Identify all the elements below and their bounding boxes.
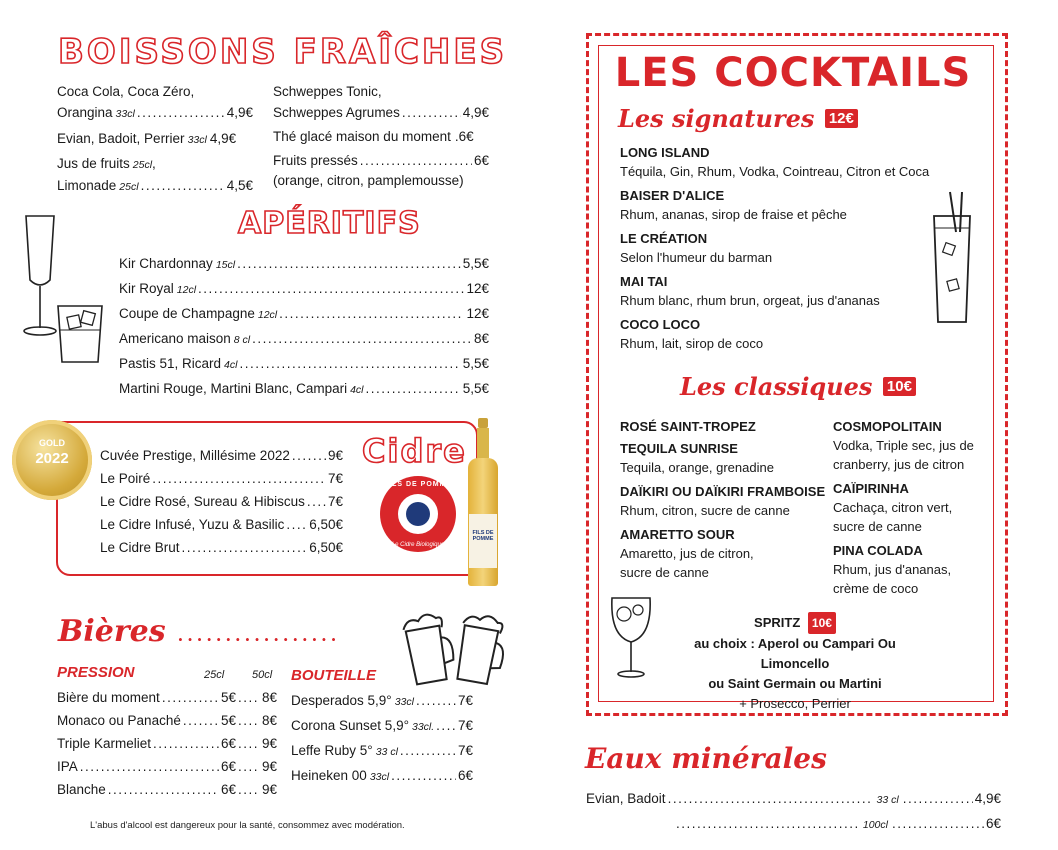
list-item: Le Cidre Rosé, Sureau & Hibiscus ..... 7€ xyxy=(100,490,343,513)
list-item: Blanche ..... 6€ ..... 9€ xyxy=(57,778,277,801)
list-item: Coca Cola, Coca Zéro, Orangina 33cl ..... 4,9€ xyxy=(57,82,253,125)
signatures-price-badge: 12€ xyxy=(825,109,858,128)
tricolor-roundel-icon xyxy=(398,494,438,534)
classiques-heading: Les classiques 10€ xyxy=(680,372,916,401)
list-item: Triple Karmeliet ..... 6€ ..... 9€ xyxy=(57,732,277,755)
list-item: Leffe Ruby 5° 33 cl ..... 7€ xyxy=(291,739,473,764)
whisky-glass-icon xyxy=(54,300,106,368)
list-item: Pastis 51, Ricard 4cl ..... 5,5€ xyxy=(119,352,489,377)
list-item: IPA ..... 6€ ..... 9€ xyxy=(57,755,277,778)
gold-medal: GOLD 2022 xyxy=(12,420,92,500)
soft-drinks-title: BOISSONS FRAÎCHES xyxy=(58,32,508,72)
list-item: Desperados 5,9° 33cl ..... 7€ xyxy=(291,689,473,714)
list-item: Le Poiré ..... 7€ xyxy=(100,467,343,490)
pression-list xyxy=(57,686,277,801)
cidre-title: Cidre xyxy=(362,432,467,470)
list-item: Le Cidre Infusé, Yuzu & Basilic ..... 6,50€ xyxy=(100,513,343,536)
list-item: Monaco ou Panaché ..... 5€ ..... 8€ xyxy=(57,709,277,732)
wine-glass-icon xyxy=(606,592,656,680)
list-item: Kir Chardonnay 15cl ..... 5,5€ xyxy=(119,252,489,277)
list-item: ..... 100cl ..... 6€ xyxy=(586,812,1001,837)
bouteille-label: BOUTEILLE xyxy=(291,667,376,684)
list-item: Evian, Badoit ..... 33 cl ..... 4,9€ xyxy=(586,787,1001,812)
list-item: Thé glacé maison du moment .6€ xyxy=(273,129,474,144)
spritz-block: SPRITZ 10€ au choix : Aperol ou Campari Ou Limoncello ou Saint Germain ou Martini + Prosecco, Perrier xyxy=(660,612,930,714)
cider-bottle-icon: FILS DE POMME xyxy=(468,418,498,586)
list-item: Cuvée Prestige, Millésime 2022 ..... 9€ xyxy=(100,444,343,467)
classiques-right: COSMOPOLITAIN Vodka, Triple sec, jus de cranberry, jus de citron CAÏPIRINHA Cachaça, citron vert, sucre de canne PINA COLADA Rhum, jus d'ananas, crème de coco xyxy=(833,419,974,596)
col-25cl-label: 25cl xyxy=(204,669,225,681)
aperitifs-title: APÉRITIFS xyxy=(238,206,421,241)
list-item: Kir Royal 12cl ..... 12€ xyxy=(119,277,489,302)
list-item: Schweppes Tonic, Schweppes Agrumes ..... 4,9€ xyxy=(273,82,489,123)
fils-de-pomme-logo: FILS DE POMME Le Cidre Biologique xyxy=(380,476,456,552)
pression-label: PRESSION xyxy=(57,664,135,681)
col-50cl-label: 50cl xyxy=(252,669,273,681)
list-item: Evian, Badoit, Perrier 33cl 4,9€ xyxy=(57,131,237,146)
signatures-heading: Les signatures 12€ xyxy=(618,104,858,133)
list-item: Martini Rouge, Martini Blanc, Campari 4cl ..... 5,5€ xyxy=(119,377,489,402)
classiques-price-badge: 10€ xyxy=(883,377,916,396)
list-item: Americano maison 8 cl ..... 8€ xyxy=(119,327,489,352)
list-item: Le Cidre Brut ..... 6,50€ xyxy=(100,536,343,559)
classiques-left: ROSÉ SAINT-TROPEZ TEQUILA SUNRISE Tequila, orange, grenadine DAÏKIRI OU DAÏKIRI FRAMBOISE Rhum, citron, sucre de canne AMARETTO SOUR Amaretto, jus de citron, sucre de canne xyxy=(620,419,826,580)
list-item: Coupe de Champagne 12cl ..... 12€ xyxy=(119,302,489,327)
list-item: Fruits pressés ..... 6€ (orange, citron, pamplemousse) xyxy=(273,150,489,191)
cocktails-title: LES COCKTAILS xyxy=(614,50,972,96)
long-drink-glass-icon xyxy=(926,188,978,328)
list-item: Jus de fruits 25cl, Limonade 25cl ..... 4,5€ xyxy=(57,154,253,198)
list-item: Bière du moment ..... 5€ ..... 8€ xyxy=(57,686,277,709)
eaux-title: Eaux minérales xyxy=(585,742,827,775)
list-item: Heineken 00 33cl ..... 6€ xyxy=(291,764,473,789)
spritz-price-badge: 10€ xyxy=(808,612,836,634)
beer-mugs-icon xyxy=(400,604,512,688)
soft-right-col xyxy=(273,82,489,191)
list-item: Corona Sunset 5,9° 33cl. ..... 7€ xyxy=(291,714,473,739)
signatures-list: LONG ISLAND Téquila, Gin, Rhum, Vodka, Cointreau, Citron et Coca BAISER D'ALICE Rhum, ananas, sirop de fraise et pêche LE CRÉATION Selon l'humeur du barman MAI TAI Rhum blanc, rhum brun, orgeat, jus d'ananas COCO LOCO Rhum, lait, sirop de coco xyxy=(620,145,930,351)
cidre-list xyxy=(100,444,343,559)
bieres-title: Bières ................. xyxy=(58,614,341,649)
disclaimer: L'abus d'alcool est dangereux pour la santé, consommez avec modération. xyxy=(90,820,405,831)
aperitifs-list xyxy=(119,252,489,402)
bouteille-list xyxy=(291,689,473,789)
eaux-list xyxy=(586,787,1001,837)
soft-left-col xyxy=(57,82,253,198)
